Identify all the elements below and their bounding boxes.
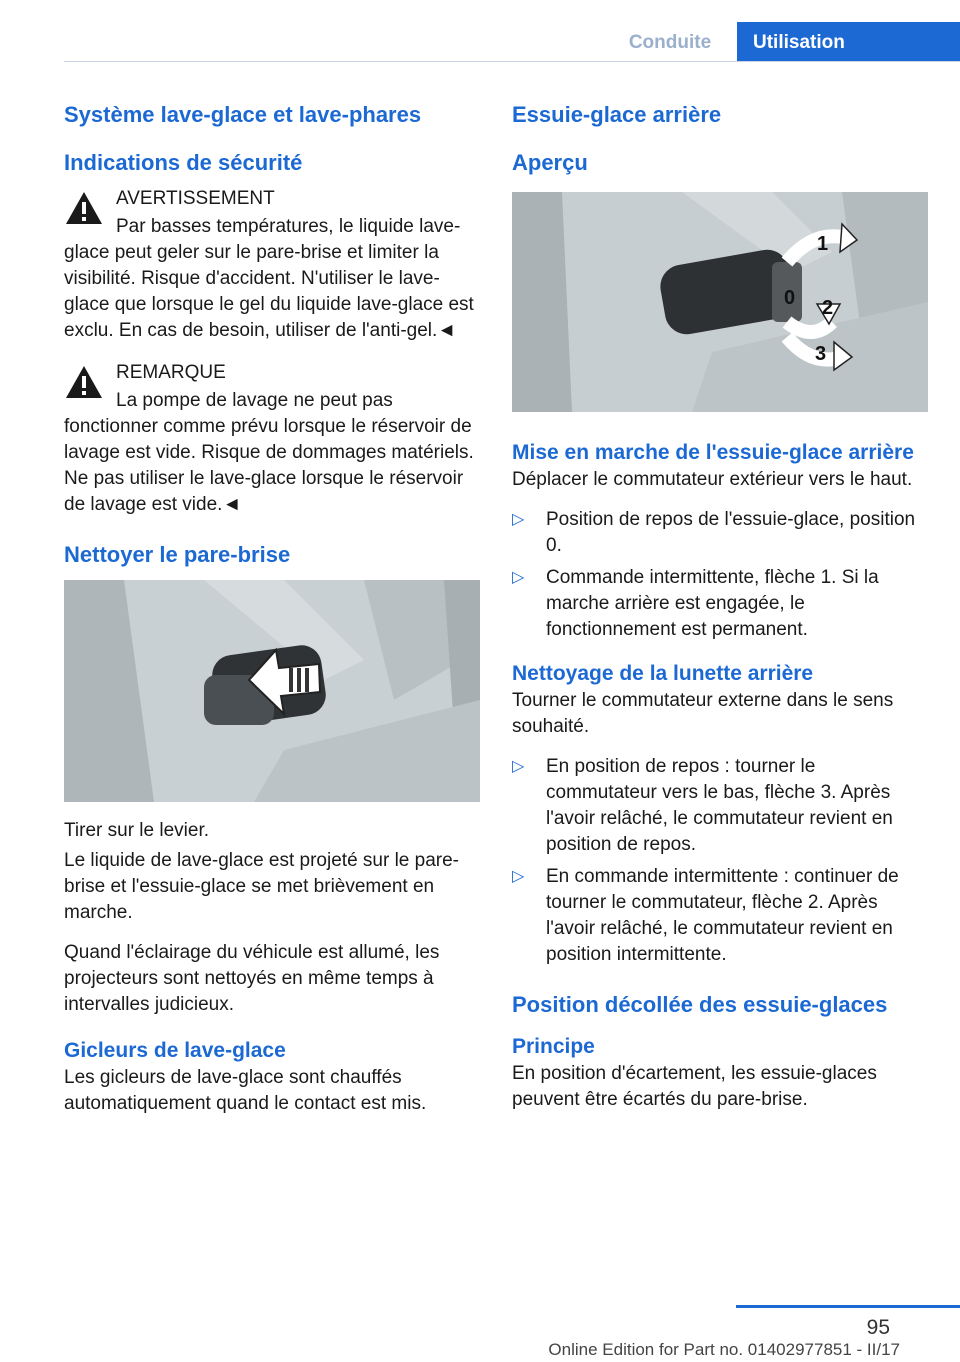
footer-divider [736,1305,960,1308]
rear-wiper-start-heading: Mise en marche de l'essuie-glace arrière [512,441,914,464]
header-bar [0,22,960,62]
triangle-bullet-icon: ▷ [512,868,525,885]
warning-block [64,186,482,344]
warning-label: AVERTISSEMENT [116,188,275,209]
safety-heading: Indications de sécurité [64,150,303,175]
list-item: ▷ Commande intermittente, flèche 1. Si la marche arrière est engagée, le fonctionnement est permanent. [512,567,879,640]
list-item: ▷ En commande intermittente : continuer de tourner le commutateur, flèche 2. Après l'avoir relâché, le commutateur revient en position intermittente. [512,866,899,965]
right-column [512,100,928,1127]
overview-heading: Aperçu [512,150,588,175]
figure-label-0: 0 [784,287,796,309]
rear-wiper-start-list [512,507,928,643]
list-item: ▷ En position de repos : tourner le commutateur vers le bas, flèche 3. Après l'avoir relâché, le commutateur revient en position de repos. [512,756,893,855]
triangle-bullet-icon: ▷ [512,569,525,586]
header-divider [64,61,960,62]
triangle-bullet-icon: ▷ [512,511,525,528]
tab-utilisation[interactable]: Utilisation [737,22,960,62]
clean-p1: Tirer sur le levier. [64,820,209,841]
edition-footer: Online Edition for Part no. 01402977851 - II/17 [548,1340,900,1359]
warning-triangle-icon [64,190,104,226]
figure-label-1: 1 [817,233,829,255]
figure-label-3: 3 [815,343,827,365]
principle-text: En position d'écartement, les essuie-glaces peuvent être écartés du pare-brise. [512,1063,877,1110]
washer-jets-heading: Gicleurs de lave-glace [64,1039,286,1062]
rear-window-cleaning-heading: Nettoyage de la lunette arrière [512,662,814,685]
triangle-bullet-icon: ▷ [512,758,525,775]
list-item: ▷ Position de repos de l'essuie-glace, position 0. [512,509,916,556]
figure-label-2: 2 [822,297,834,319]
rear-wiper-start-text: Déplacer le commutateur extérieur vers le haut. [512,469,913,490]
note-label: REMARQUE [116,362,226,383]
warning-triangle-icon [64,364,104,400]
clean-p2: Le liquide de lave-glace est projeté sur le pare-brise et l'essuie-glace se met brièvement en marche. [64,850,460,923]
washer-jets-text: Les gicleurs de lave-glace sont chauffés automatiquement quand le contact est mis. [64,1067,427,1114]
clean-windshield-heading: Nettoyer le pare-brise [64,542,291,567]
warning-text: Par basses températures, le liquide lave-glace peut geler sur le pare-brise et limiter la visibilité. Risque d'accident. N'utiliser le lave-glace que lorsque le gel du liquide lave-glace est exclu. En cas de besoin, utiliser de l'anti-gel.◄ [64,216,474,341]
rear-window-cleaning-list [512,754,928,968]
principle-heading: Principe [512,1035,595,1058]
wiper-lift-position-heading: Position décollée des essuie-glaces [512,992,888,1017]
note-text: La pompe de lavage ne peut pas fonctionner comme prévu lorsque le réservoir de lavage est vide. Risque de dommages matériels. Ne pas utiliser le lave-glace lorsque le réservoir de lavage est vide.◄ [64,390,474,515]
page-number: 95 [866,1316,890,1339]
clean-p3: Quand l'éclairage du véhicule est allumé, les projecteurs sont nettoyés en même temps à intervalles judicieux. [64,942,440,1015]
rear-window-cleaning-text: Tourner le commutateur externe dans le sens souhaité. [512,690,894,737]
rear-wiper-illustration [512,192,928,412]
note-block [64,360,482,518]
section-title-rear-wiper: Essuie-glace arrière [512,102,722,127]
left-column [64,100,482,1131]
washer-lever-illustration [64,580,480,802]
tab-conduite[interactable]: Conduite [628,32,712,53]
section-title-washer: Système lave-glace et lave-phares [64,102,422,127]
